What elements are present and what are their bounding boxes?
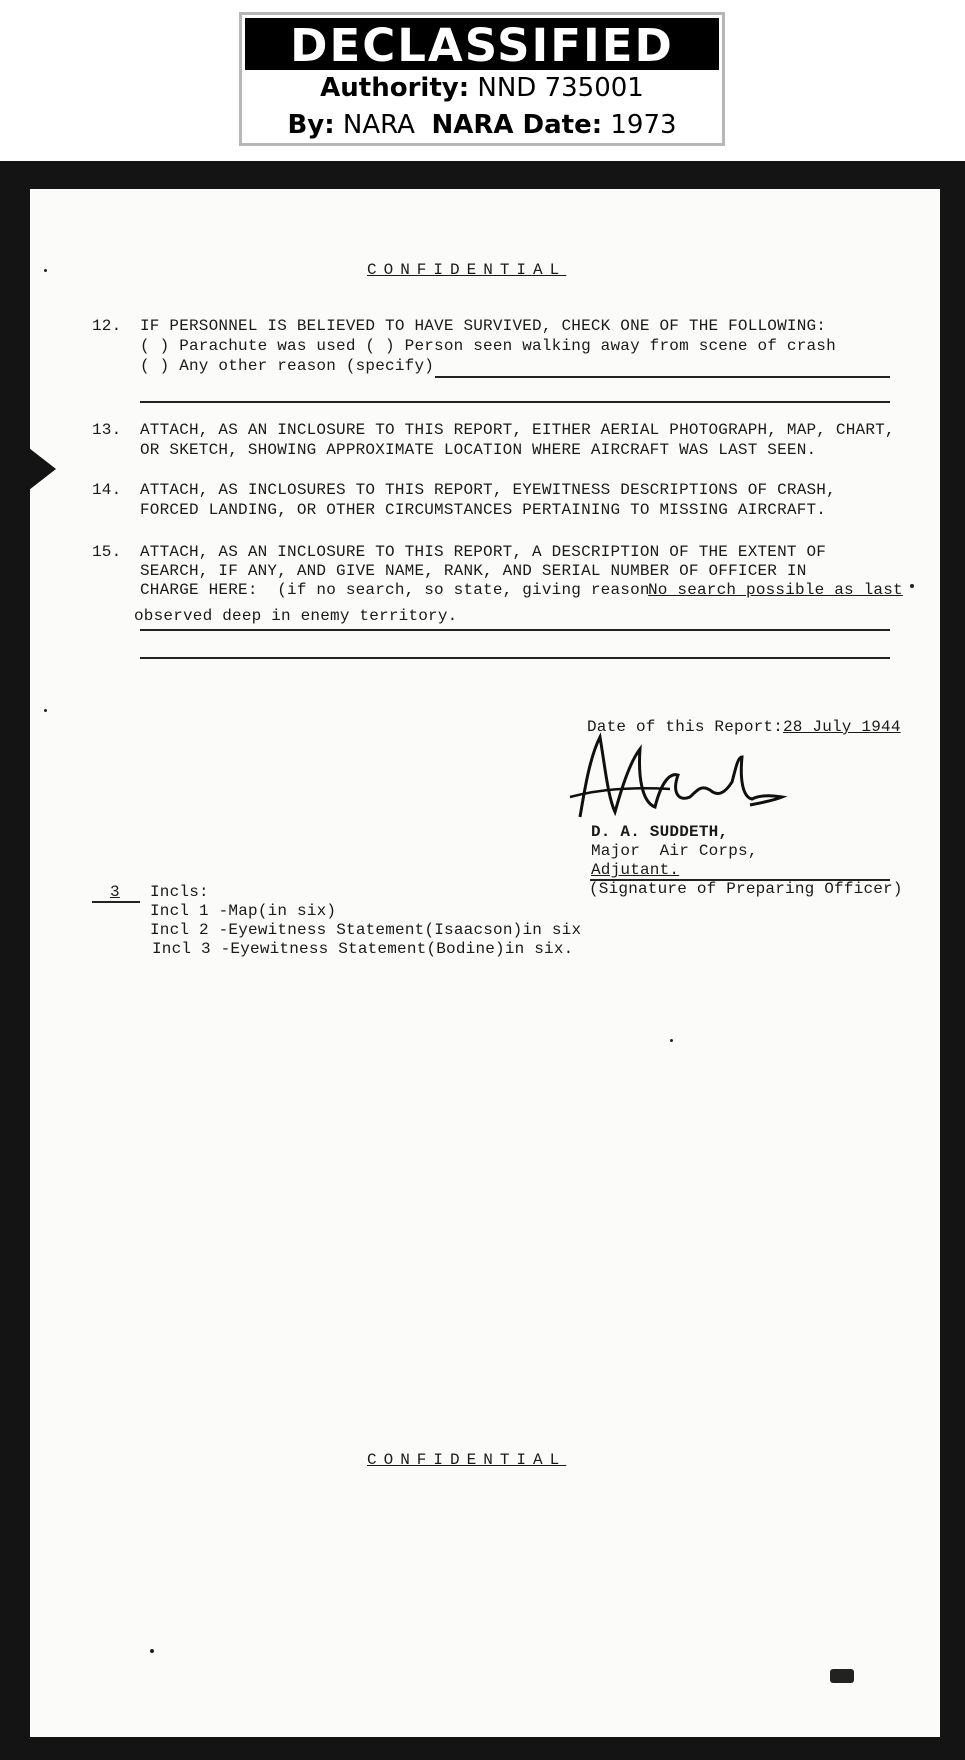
item-12-line-2: ( ) Parachute was used ( ) Person seen walking away from scene of crash [140,337,836,355]
scan-speck [670,1039,673,1042]
stamp-date-value: 1973 [610,110,677,140]
stamp-title: DECLASSIFIED [245,18,719,70]
item-15-number: 15. [92,543,122,561]
item-15-line-1: ATTACH, AS AN INCLOSURE TO THIS REPORT, A DESCRIPTION OF THE EXTENT OF [140,543,827,561]
scan-speck [150,1649,154,1653]
item-15-answer-1: No search possible as last [648,581,903,599]
item-13-line-2: OR SKETCH, SHOWING APPROXIMATE LOCATION WHERE AIRCRAFT WAS LAST SEEN. [140,441,817,459]
item-15-answer-line [140,629,890,631]
header-classification: CONFIDENTIAL [367,261,567,279]
report-date-value: 28 July 1944 [783,718,901,736]
stamp-by-value: NARA [342,110,415,140]
signer-rank: Major Air Corps, [591,842,758,860]
stamp-authority-value: NND 735001 [477,73,644,103]
stamp-authority-label: Authority: [320,73,470,103]
footer-classification: CONFIDENTIAL [367,1451,567,1469]
stamp-date-label: NARA Date: [431,110,603,140]
stamp-by-label: By: [287,110,335,140]
item-14-number: 14. [92,481,122,499]
item-12-number: 12. [92,317,122,335]
item-12-rule [140,401,890,403]
inclosure-2: Incl 2 -Eyewitness Statement(Isaacson)in six [150,921,582,939]
declassified-stamp [239,12,725,146]
handwritten-signature [560,727,800,827]
item-12-line-3: ( ) Any other reason (specify) [140,357,435,375]
item-15-answer-2: observed deep in enemy territory. [134,607,458,625]
item-12-line-1: IF PERSONNEL IS BELIEVED TO HAVE SURVIVED, CHECK ONE OF THE FOLLOWING: [140,317,827,335]
incl-count-line [92,901,140,903]
inclosure-1: Incl 1 -Map(in six) [150,902,337,920]
specify-answer-line [435,376,890,378]
incls-label: Incls: [150,883,209,901]
item-15-rule [140,657,890,659]
item-14-line-1: ATTACH, AS INCLOSURES TO THIS REPORT, EYEWITNESS DESCRIPTIONS OF CRASH, [140,481,836,499]
item-15-line-2: SEARCH, IF ANY, AND GIVE NAME, RANK, AND SERIAL NUMBER OF OFFICER IN [140,562,807,580]
report-date-label: Date of this Report: [587,718,784,736]
stamp-by-row [242,107,722,144]
item-15-line-3: CHARGE HERE: (if no search, so state, giving reason [140,581,650,599]
scan-speck [910,584,914,588]
item-13-number: 13. [92,421,122,439]
signer-name: D. A. SUDDETH, [591,823,729,841]
signer-title: Adjutant. [591,861,680,879]
paper-tear [20,441,56,497]
inclosure-3: Incl 3 -Eyewitness Statement(Bodine)in six. [152,940,574,958]
stamp-authority-row [242,70,722,107]
scanned-page [0,161,965,1760]
scan-speck [44,269,47,272]
item-13-line-1: ATTACH, AS AN INCLOSURE TO THIS REPORT, EITHER AERIAL PHOTOGRAPH, MAP, CHART, [140,421,895,439]
document-paper [30,189,940,1737]
scan-speck [830,1669,854,1683]
scan-speck [44,709,47,712]
signature-caption: (Signature of Preparing Officer) [589,880,903,898]
incl-count: 3 [110,883,120,901]
item-14-line-2: FORCED LANDING, OR OTHER CIRCUMSTANCES PERTAINING TO MISSING AIRCRAFT. [140,501,827,519]
